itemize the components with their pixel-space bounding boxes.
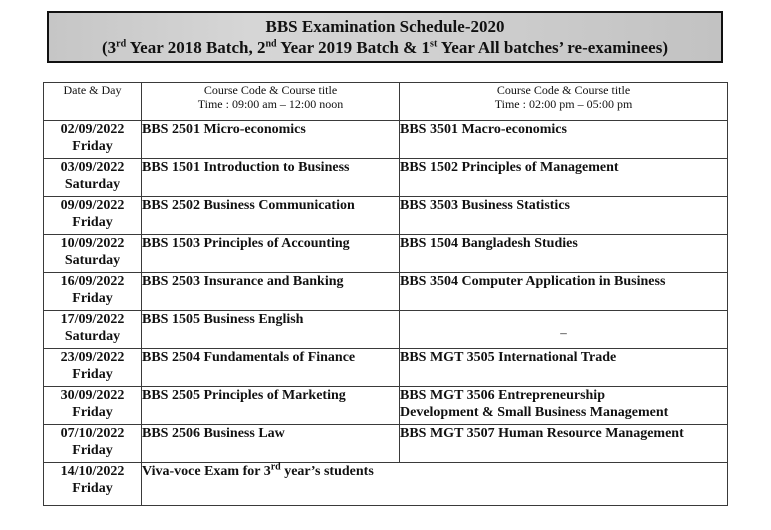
table-row	[44, 425, 728, 463]
table-row	[44, 273, 728, 311]
evening-course-cell: BBS MGT 3505 International Trade	[400, 349, 728, 387]
table-row	[44, 311, 728, 349]
table-row	[44, 121, 728, 159]
date-cell: 17/09/2022 Saturday	[44, 311, 142, 349]
table-row	[44, 197, 728, 235]
viva-voce-cell: Viva-voce Exam for 3rd year’s students	[142, 463, 728, 506]
table-row	[44, 387, 728, 425]
schedule-subtitle: (3rd Year 2018 Batch, 2nd Year 2019 Batch & 1st Year All batches’ re-examinees)	[101, 38, 668, 57]
date-cell: 09/09/2022 Friday	[44, 197, 142, 235]
date-cell: 03/09/2022 Saturday	[44, 159, 142, 197]
header-evening-session: Course Code & Course title Time : 02:00 pm – 05:00 pm	[400, 83, 728, 121]
date-cell: 02/09/2022 Friday	[44, 121, 142, 159]
evening-course-cell: BBS 3503 Business Statistics	[400, 197, 728, 235]
morning-course-cell: BBS 2503 Insurance and Banking	[142, 273, 400, 311]
evening-course-cell: BBS 3501 Macro-economics	[400, 121, 728, 159]
header-date-day: Date & Day	[44, 83, 142, 121]
morning-course-cell: BBS 2504 Fundamentals of Finance	[142, 349, 400, 387]
evening-course-cell: BBS MGT 3507 Human Resource Management	[400, 425, 728, 463]
date-cell: 16/09/2022 Friday	[44, 273, 142, 311]
table-row	[44, 349, 728, 387]
exam-schedule-table	[43, 82, 728, 506]
evening-course-cell: BBS MGT 3506 Entrepreneurship Development & Small Business Management	[400, 387, 728, 425]
evening-course-cell-empty: –	[400, 311, 728, 349]
table-row	[44, 235, 728, 273]
date-cell: 30/09/2022 Friday	[44, 387, 142, 425]
morning-course-cell: BBS 2501 Micro-economics	[142, 121, 400, 159]
table-header-row	[44, 83, 728, 121]
header-morning-session: Course Code & Course title Time : 09:00 am – 12:00 noon	[142, 83, 400, 121]
morning-course-cell: BBS 2502 Business Communication	[142, 197, 400, 235]
schedule-title-box	[47, 11, 723, 63]
morning-course-cell: BBS 2505 Principles of Marketing	[142, 387, 400, 425]
date-cell: 23/09/2022 Friday	[44, 349, 142, 387]
evening-course-cell: BBS 3504 Computer Application in Business	[400, 273, 728, 311]
date-cell: 07/10/2022 Friday	[44, 425, 142, 463]
schedule-title: BBS Examination Schedule-2020	[265, 17, 505, 36]
morning-course-cell: BBS 1505 Business English	[142, 311, 400, 349]
evening-course-cell: BBS 1504 Bangladesh Studies	[400, 235, 728, 273]
morning-course-cell: BBS 1503 Principles of Accounting	[142, 235, 400, 273]
date-cell: 14/10/2022 Friday	[44, 463, 142, 506]
table-row	[44, 159, 728, 197]
date-cell: 10/09/2022 Saturday	[44, 235, 142, 273]
morning-course-cell: BBS 1501 Introduction to Business	[142, 159, 400, 197]
evening-course-cell: BBS 1502 Principles of Management	[400, 159, 728, 197]
morning-course-cell: BBS 2506 Business Law	[142, 425, 400, 463]
table-row-viva	[44, 463, 728, 506]
